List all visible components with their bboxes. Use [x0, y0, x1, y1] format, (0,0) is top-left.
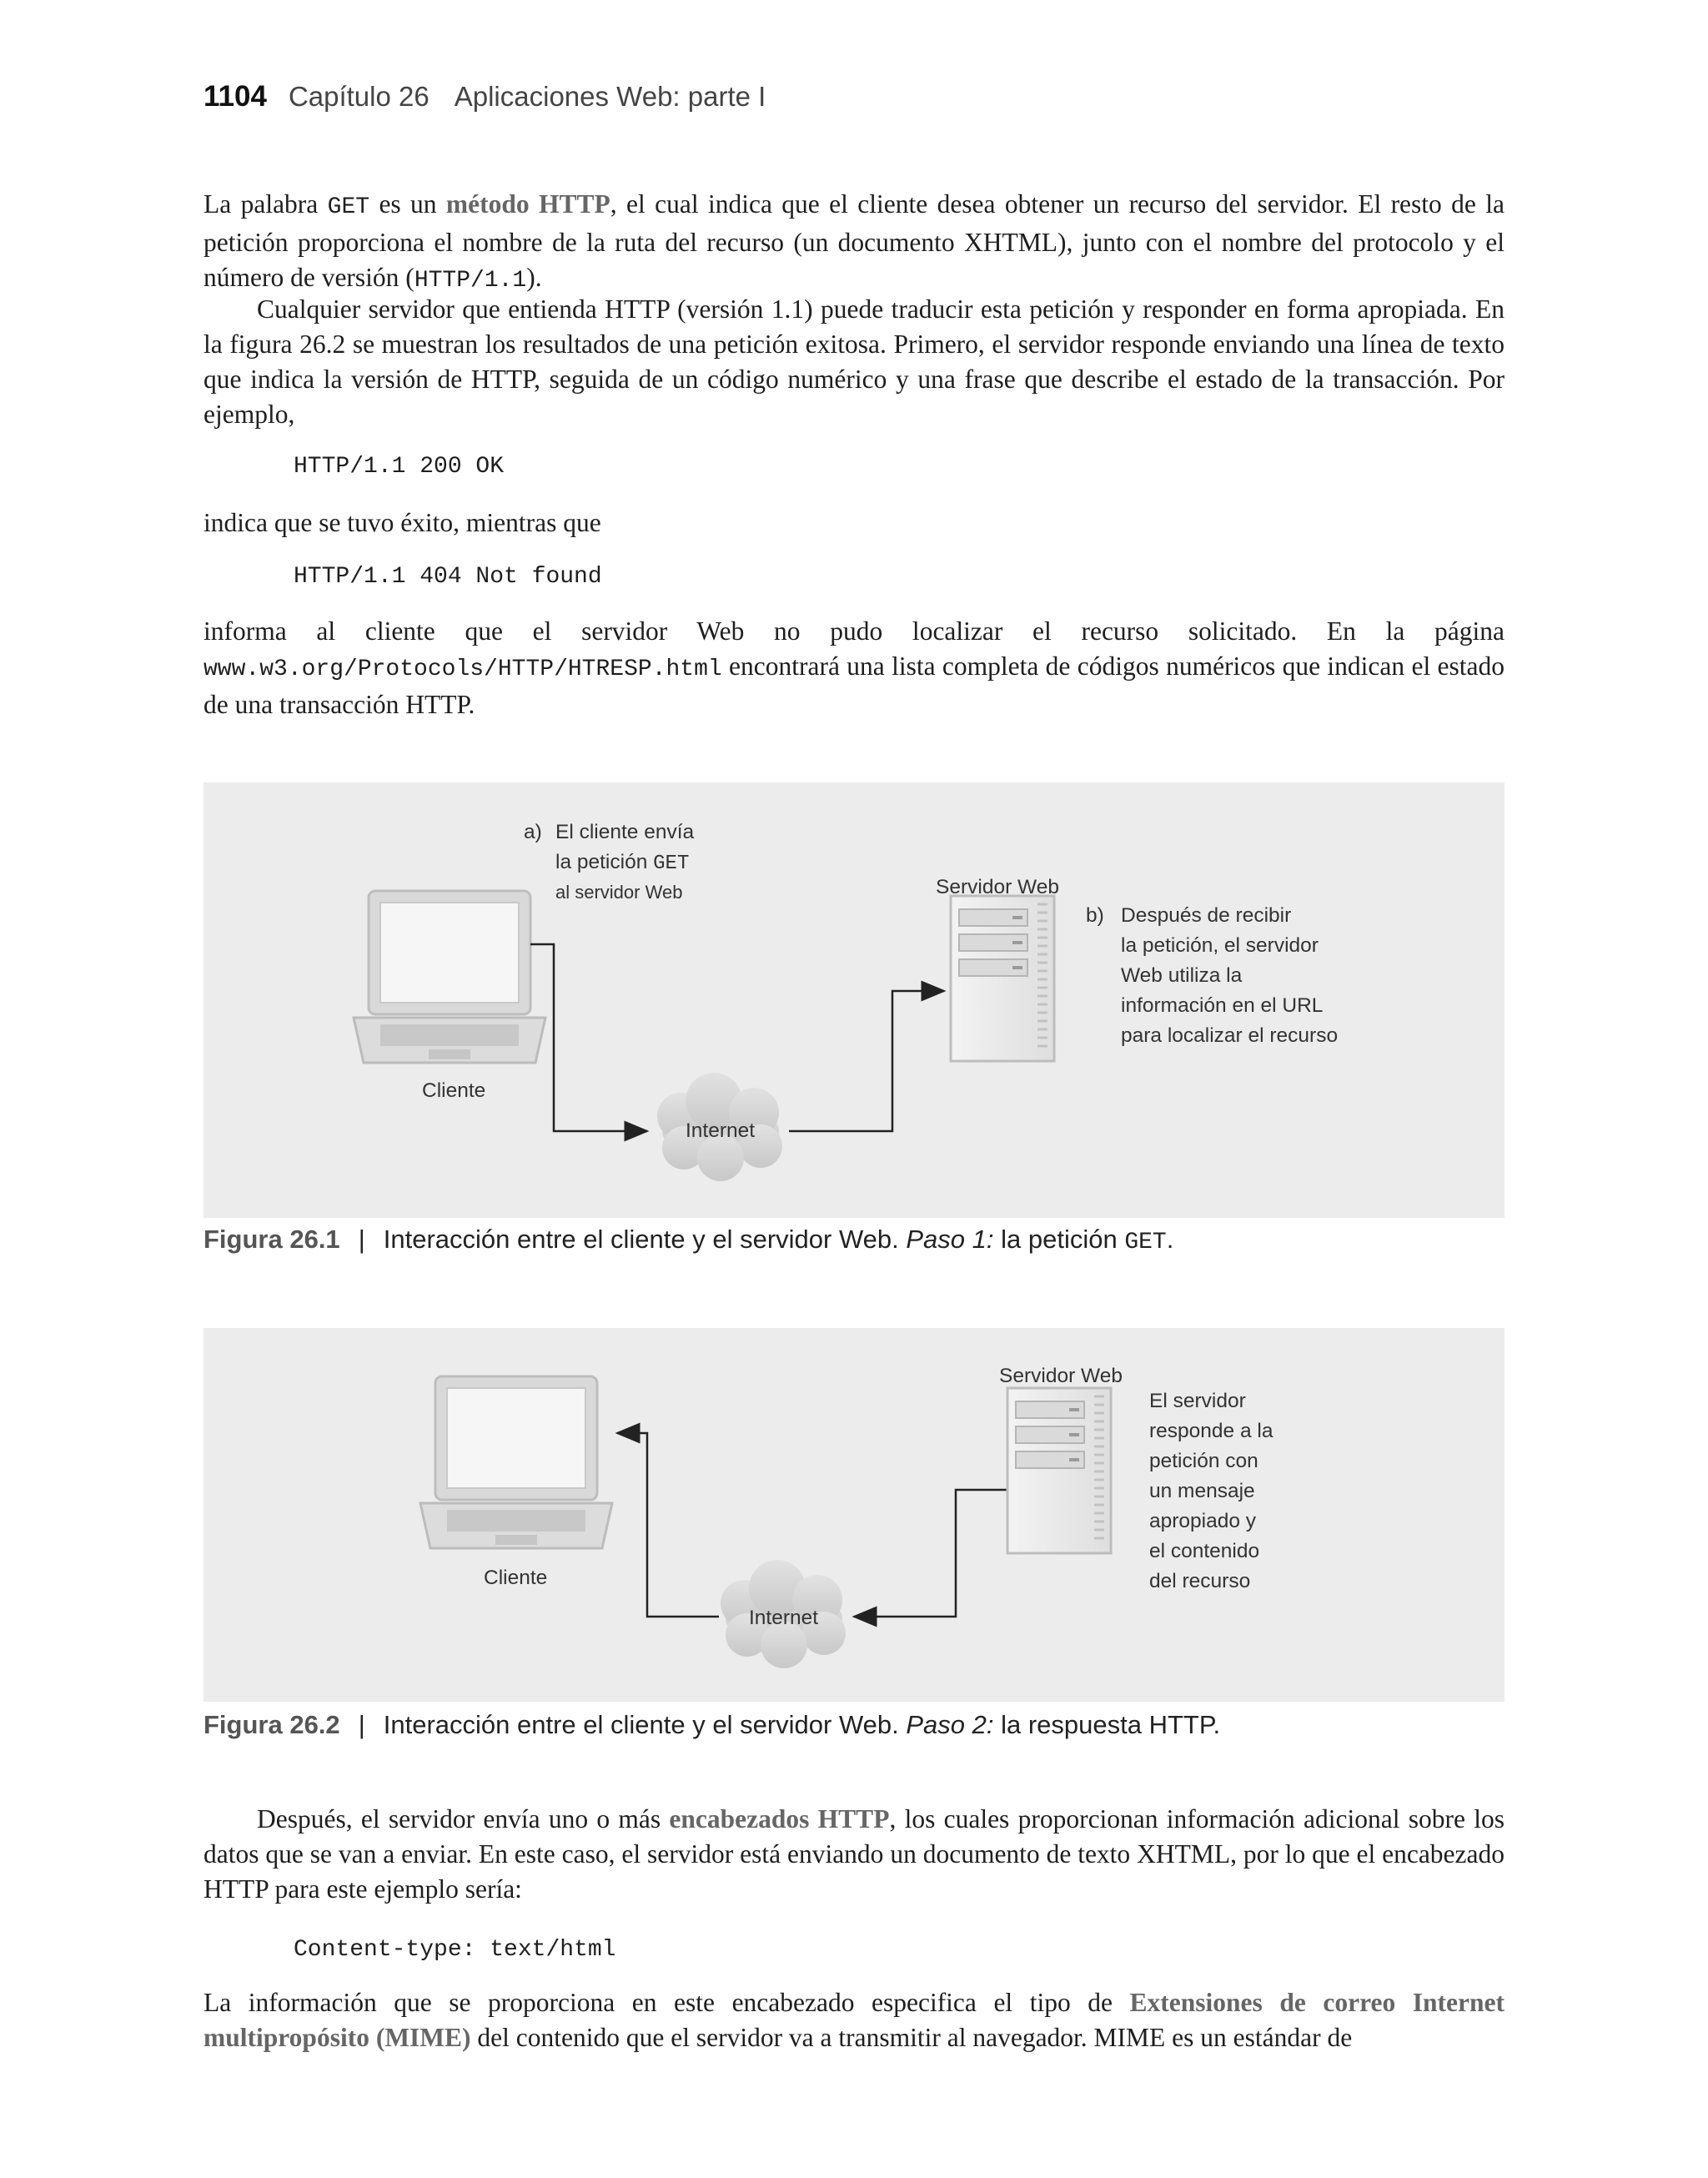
figure-number: Figura 26.2 — [203, 1710, 340, 1739]
url-text: www.w3.org/Protocols/HTTP/HTRESP.html — [203, 656, 722, 682]
text: la petición — [555, 851, 654, 873]
text: la respuesta HTTP. — [993, 1710, 1221, 1739]
step-b-line-2: la petición, el servidor — [1121, 934, 1319, 957]
step-a-marker: a) — [524, 821, 542, 843]
code-content-type: Content-type: text/html — [294, 1937, 616, 1963]
figure-2-caption — [203, 1707, 1220, 1743]
text: Interacción entre el cliente y el servidor Web. — [383, 1710, 907, 1739]
text: La palabra — [203, 189, 328, 219]
server-note-line-2: responde a la — [1149, 1420, 1273, 1442]
server-tower-icon — [1007, 1388, 1111, 1553]
key-term: encabezados HTTP — [669, 1804, 890, 1833]
server-note-line-6: el contenido — [1149, 1540, 1260, 1562]
server-note-line-5: apropiado y — [1149, 1510, 1257, 1532]
server-label: Servidor Web — [936, 876, 1059, 898]
paragraph-not-found — [203, 614, 1505, 722]
text: La información que se proporciona en este encabezado especifica el tipo de — [203, 1988, 1130, 2017]
key-term: Extensiones de correo Internet multipropósito (MIME) — [203, 1988, 1505, 2052]
code-http-404: HTTP/1.1 404 Not found — [294, 564, 602, 590]
figure-1-caption — [203, 1221, 1173, 1261]
figure-26-1 — [203, 782, 1505, 1218]
server-note-line-4: un mensaje — [1149, 1480, 1255, 1502]
step-b-line-4: información en el URL — [1121, 994, 1324, 1017]
text: del contenido que el servidor va a transmitir al navegador. MIME es un estándar de — [470, 2023, 1353, 2052]
text: Interacción entre el cliente y el servidor Web. — [383, 1225, 907, 1254]
step-b-line-1: Después de recibir — [1121, 904, 1292, 927]
paragraph-get-method — [203, 187, 1505, 299]
text: encontrará una lista completa de códigos numéricos que indican el estado de una transacción HTTP. — [203, 651, 1505, 719]
page-number: 1104 — [203, 80, 267, 113]
step-label: Paso 2: — [906, 1710, 994, 1739]
laptop-icon — [354, 891, 545, 1063]
key-term: método HTTP — [445, 189, 610, 219]
response-arrow-to-internet — [854, 1490, 1007, 1617]
text: Después, el servidor envía uno o más — [257, 1804, 670, 1833]
text: , el cual indica que el cliente desea obtener un recurso del servidor. El resto de la petición proporciona el nombre de la ruta del recurso (un documento XHTML), junto con el nombre del protocolo y el número de versión ( — [203, 189, 1505, 292]
inline-code: GET — [653, 853, 690, 875]
text: , los cuales proporcionan información adicional sobre los datos que se van a enviar. En este caso, el servidor está enviando un documento de texto XHTML, por lo que el encabezado HTTP para este ejemplo sería: — [203, 1804, 1505, 1904]
figure-26-2 — [203, 1328, 1505, 1702]
inline-code: GET — [327, 194, 370, 220]
step-a-line-3: al servidor Web — [555, 882, 683, 903]
inline-code: GET — [1124, 1230, 1167, 1255]
step-b-line-5: para localizar el recurso — [1121, 1024, 1339, 1047]
text: informa al cliente que el servidor Web no pudo localizar el recurso solicitado. En la página — [203, 616, 1505, 646]
request-arrow-to-server — [789, 991, 944, 1131]
request-arrow-to-internet — [530, 944, 647, 1131]
step-b-marker: b) — [1086, 904, 1104, 927]
internet-label: Internet — [749, 1607, 819, 1629]
paragraph-mime — [203, 1985, 1505, 2055]
step-a-line-2 — [555, 848, 689, 879]
caption-separator: | — [358, 1225, 365, 1254]
client-label: Cliente — [484, 1567, 548, 1589]
paragraph-success: indica que se tuvo éxito, mientras que — [203, 508, 601, 537]
running-header — [203, 80, 766, 122]
text: la petición — [993, 1225, 1125, 1254]
code-http-200: HTTP/1.1 200 OK — [294, 454, 505, 480]
figure-number: Figura 26.1 — [203, 1225, 340, 1254]
step-a-line-1: El cliente envía — [555, 821, 695, 843]
paragraph-http-headers — [203, 1802, 1505, 1907]
server-note-line-7: del recurso — [1149, 1570, 1251, 1592]
server-note-line-3: petición con — [1149, 1450, 1258, 1472]
step-b-line-3: Web utiliza la — [1121, 964, 1243, 987]
server-note-line-1: El servidor — [1149, 1390, 1246, 1412]
figure-2-diagram — [203, 1328, 1505, 1702]
inline-code: HTTP/1.1 — [414, 268, 527, 294]
internet-label: Internet — [686, 1119, 756, 1142]
server-tower-icon — [951, 896, 1054, 1061]
response-arrow-to-client — [617, 1433, 719, 1617]
text: . — [1166, 1225, 1174, 1254]
text: es un — [369, 189, 446, 219]
chapter-title: Aplicaciones Web: parte I — [454, 81, 766, 112]
server-label: Servidor Web — [999, 1365, 1123, 1387]
caption-separator: | — [358, 1710, 365, 1739]
client-label: Cliente — [422, 1079, 486, 1102]
text: ). — [526, 263, 542, 292]
laptop-icon — [420, 1376, 612, 1548]
step-label: Paso 1: — [906, 1225, 994, 1254]
paragraph-server-response: Cualquier servidor que entienda HTTP (versión 1.1) puede traducir esta petición y responder en forma apropiada. En la figura 26.2 se muestran los resultados de una petición exitosa. Primero, el servidor responde enviando una línea de texto que indica la versión de HTTP, seguida de un código numérico y una frase que describe el estado de la transacción. Por ejemplo, — [203, 294, 1505, 429]
chapter-number: Capítulo 26 — [288, 81, 430, 112]
